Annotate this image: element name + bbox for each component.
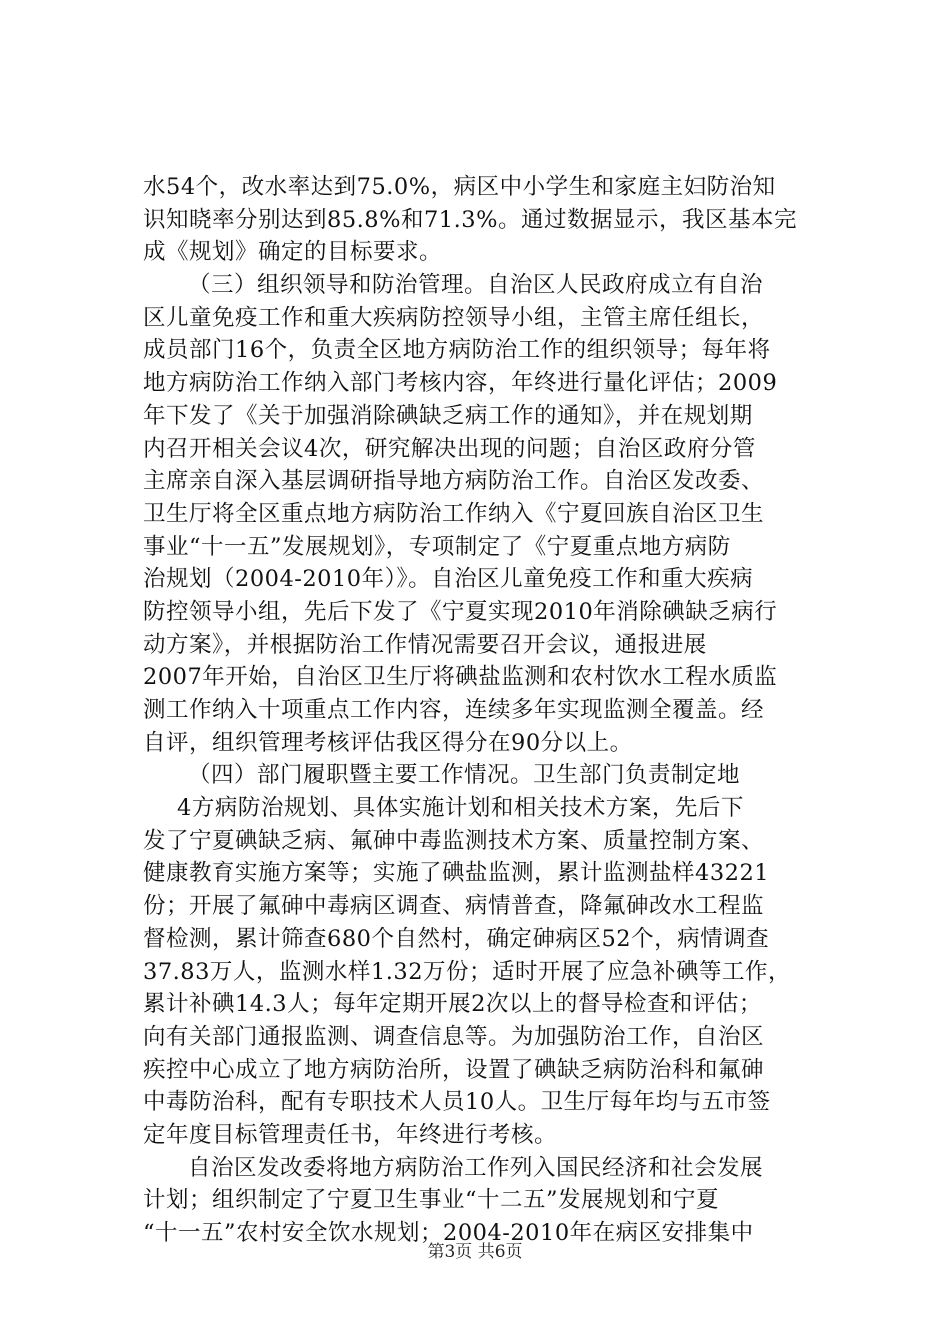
text-line: 地方病防治工作纳入部门考核内容，年终进行量化评估；2009 bbox=[143, 370, 778, 397]
text-line: 份；开展了氟砷中毒病区调查、病情普查，降氟砷改水工程监 bbox=[143, 893, 765, 920]
text-line: “十一五”农村安全饮水规划；2004-2010年在病区安排集中 bbox=[143, 1220, 754, 1246]
text-line: 治规划（2004-2010年）》。自治区儿童免疫工作和重大疾病 bbox=[143, 566, 754, 593]
text-line: 主席亲自深入基层调研指导地方病防治工作。自治区发改委、 bbox=[143, 468, 765, 495]
paragraph-start-line: 自治区发改委将地方病防治工作列入国民经济和社会发展 bbox=[188, 1154, 764, 1181]
text-line: 疾控中心成立了地方病防治所，设置了碘缺乏病防治科和氟砷 bbox=[143, 1056, 765, 1083]
text-line: 自评，组织管理考核评估我区得分在90分以上。 bbox=[143, 729, 633, 756]
paragraph-start-line: （四）部门履职暨主要工作情况。卫生部门负责制定地 bbox=[188, 762, 741, 789]
text-line: 累计补碘14.3人；每年定期开展2次以上的督导检查和评估； bbox=[143, 991, 762, 1018]
text-line: 卫生厅将全区重点地方病防治工作纳入《宁夏回族自治区卫生 bbox=[143, 500, 765, 527]
paragraph-start-line: （三）组织领导和防治管理。自治区人民政府成立有自治 bbox=[188, 272, 764, 299]
text-line: 成《规划》确定的目标要求。 bbox=[143, 239, 443, 266]
text-line: 内召开相关会议4次，研究解决出现的问题；自治区政府分管 bbox=[143, 435, 756, 462]
text-line: 2007年开始，自治区卫生厅将碘盐监测和农村饮水工程水质监 bbox=[143, 664, 778, 691]
text-line: 发了宁夏碘缺乏病、氟砷中毒监测技术方案、质量控制方案、 bbox=[143, 827, 765, 854]
text-line: 督检测，累计筛查680个自然村，确定砷病区52个，病情调查 bbox=[143, 925, 770, 952]
text-line: 定年度目标管理责任书，年终进行考核。 bbox=[143, 1121, 558, 1148]
text-line: 向有关部门通报监测、调查信息等。为加强防治工作，自治区 bbox=[143, 1023, 765, 1050]
text-line: 识知晓率分别达到85.8%和71.3%。通过数据显示，我区基本完 bbox=[143, 206, 797, 233]
page-number-footer: 第3页 共6页 bbox=[427, 1242, 523, 1262]
text-line: 4方病防治规划、具体实施计划和相关技术方案，先后下 bbox=[177, 795, 744, 822]
text-line: 37.83万人，监测水样1.32万份；适时开展了应急补碘等工作， bbox=[143, 958, 792, 985]
text-line: 事业“十一五”发展规划》，专项制定了《宁夏重点地方病防 bbox=[143, 533, 731, 560]
text-line: 年下发了《关于加强消除碘缺乏病工作的通知》，并在规划期 bbox=[143, 402, 753, 429]
document-body bbox=[143, 171, 833, 1250]
text-line: 动方案》，并根据防治工作情况需要召开会议，通报进展 bbox=[143, 631, 707, 658]
text-line: 计划；组织制定了宁夏卫生事业“十二五”发展规划和宁夏 bbox=[143, 1187, 720, 1214]
text-line: 测工作纳入十项重点工作内容，连续多年实现监测全覆盖。经 bbox=[143, 697, 765, 723]
text-line: 成员部门16个，负责全区地方病防治工作的组织领导；每年将 bbox=[143, 337, 771, 364]
text-line: 中毒防治科，配有专职技术人员10人。卫生厅每年均与五市签 bbox=[143, 1089, 771, 1116]
text-line: 健康教育实施方案等；实施了碘盐监测，累计监测盐样43221 bbox=[143, 860, 770, 887]
text-line: 区儿童免疫工作和重大疾病防控领导小组，主管主席任组长， bbox=[143, 304, 765, 331]
text-line: 防控领导小组，先后下发了《宁夏实现2010年消除碘缺乏病行 bbox=[143, 598, 778, 625]
text-line: 水54个，改水率达到75.0%，病区中小学生和家庭主妇防治知 bbox=[143, 174, 776, 200]
